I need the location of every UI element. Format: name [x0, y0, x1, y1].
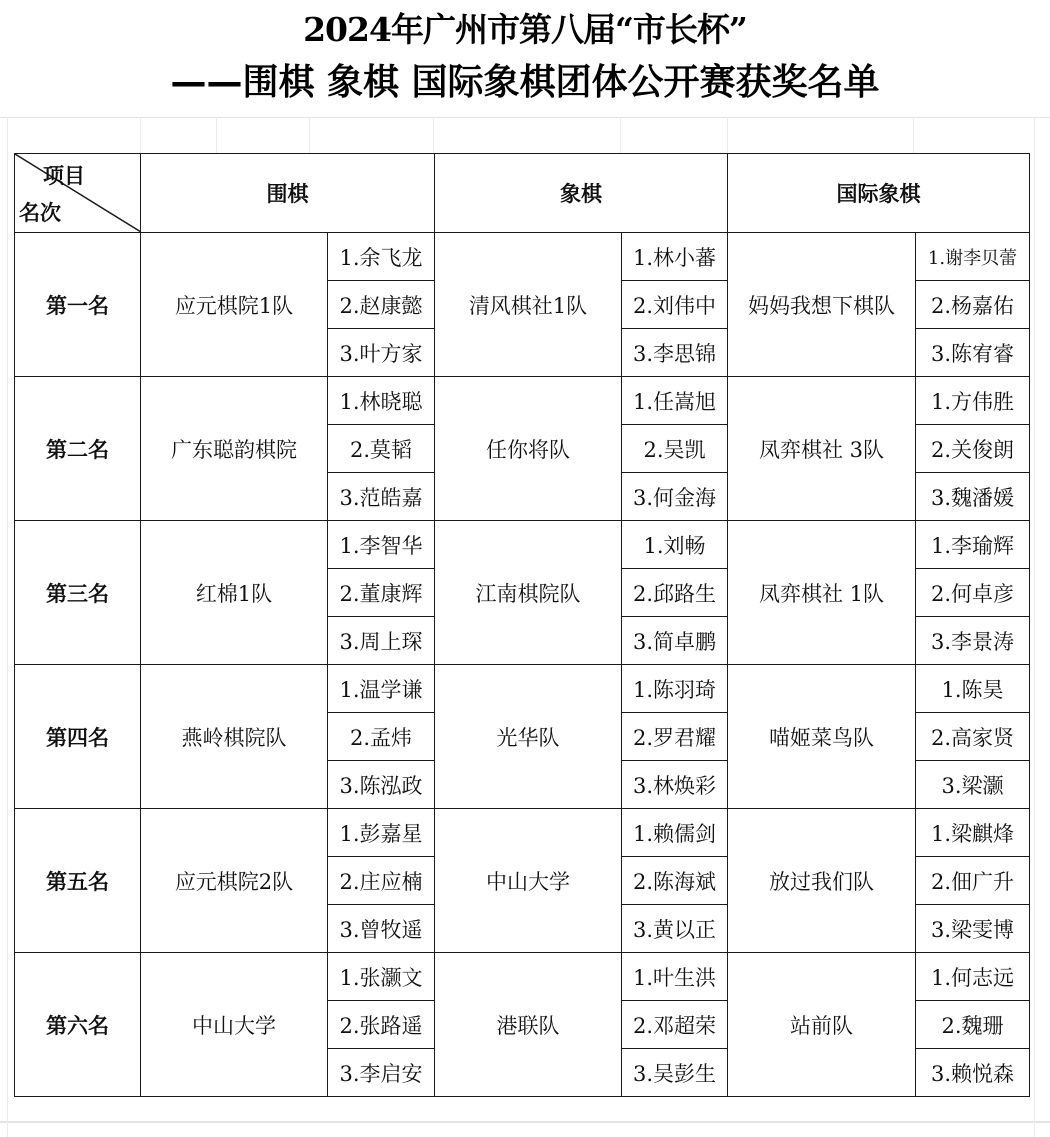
rank-cell: 第一名 — [15, 233, 141, 377]
chess-member-cell: 1.陈昊 — [916, 665, 1030, 713]
table-row — [15, 521, 1030, 569]
chess-member-cell: 1.李瑜辉 — [916, 521, 1030, 569]
sheet-gridline — [140, 117, 141, 153]
xiangqi-member-cell: 2.邱路生 — [622, 569, 728, 617]
sheet-gridline — [433, 117, 434, 153]
weiqi-team-cell: 红棉1队 — [141, 521, 328, 665]
weiqi-member-cell: 1.李智华 — [328, 521, 435, 569]
chess-member-cell: 3.梁雯博 — [916, 905, 1030, 953]
weiqi-team-cell: 广东聪韵棋院 — [141, 377, 328, 521]
chess-team-cell: 凤弈棋社 3队 — [728, 377, 916, 521]
xiangqi-member-cell: 2.刘伟中 — [622, 281, 728, 329]
sheet-gridline — [620, 117, 621, 153]
chess-member-cell: 3.梁灏 — [916, 761, 1030, 809]
weiqi-member-cell: 1.温学谦 — [328, 665, 435, 713]
awards-table — [14, 153, 1030, 1097]
rank-cell: 第二名 — [15, 377, 141, 521]
xiangqi-team-cell: 港联队 — [435, 953, 622, 1097]
chess-member-cell: 1.梁麒烽 — [916, 809, 1030, 857]
weiqi-member-cell: 2.孟炜 — [328, 713, 435, 761]
table-row — [15, 809, 1030, 857]
table-row — [15, 233, 1030, 281]
weiqi-member-cell: 1.彭嘉星 — [328, 809, 435, 857]
xiangqi-member-cell: 2.邓超荣 — [622, 1001, 728, 1049]
corner-header-cell — [15, 154, 141, 233]
chess-member-cell: 1.方伟胜 — [916, 377, 1030, 425]
header-xiangqi: 象棋 — [435, 154, 728, 233]
weiqi-member-cell: 3.陈泓政 — [328, 761, 435, 809]
xiangqi-member-cell: 3.何金海 — [622, 473, 728, 521]
header-row — [15, 154, 1030, 233]
weiqi-member-cell: 2.莫韬 — [328, 425, 435, 473]
rank-cell: 第四名 — [15, 665, 141, 809]
rank-cell: 第五名 — [15, 809, 141, 953]
chess-member-cell: 1.谢李贝蕾 — [916, 233, 1030, 281]
rank-cell: 第三名 — [15, 521, 141, 665]
rank-cell: 第六名 — [15, 953, 141, 1097]
weiqi-team-cell: 中山大学 — [141, 953, 328, 1097]
xiangqi-team-cell: 任你将队 — [435, 377, 622, 521]
table-row — [15, 953, 1030, 1001]
chess-member-cell: 2.高家贤 — [916, 713, 1030, 761]
sheet-gridline — [1034, 0, 1035, 1137]
table-row — [15, 665, 1030, 713]
weiqi-team-cell: 应元棋院2队 — [141, 809, 328, 953]
xiangqi-team-cell: 中山大学 — [435, 809, 622, 953]
xiangqi-team-cell: 清风棋社1队 — [435, 233, 622, 377]
xiangqi-member-cell: 1.刘畅 — [622, 521, 728, 569]
sheet-gridline — [913, 117, 914, 153]
weiqi-member-cell: 2.张路遥 — [328, 1001, 435, 1049]
chess-member-cell: 2.关俊朗 — [916, 425, 1030, 473]
xiangqi-member-cell: 3.李思锦 — [622, 329, 728, 377]
header-chess: 国际象棋 — [728, 154, 1030, 233]
xiangqi-member-cell: 3.简卓鹏 — [622, 617, 728, 665]
chess-member-cell: 3.李景涛 — [916, 617, 1030, 665]
chess-member-cell: 3.魏潘媛 — [916, 473, 1030, 521]
chess-member-cell: 2.魏珊 — [916, 1001, 1030, 1049]
weiqi-member-cell: 1.林晓聪 — [328, 377, 435, 425]
weiqi-member-cell: 2.赵康懿 — [328, 281, 435, 329]
weiqi-member-cell: 1.余飞龙 — [328, 233, 435, 281]
xiangqi-member-cell: 1.陈羽琦 — [622, 665, 728, 713]
sheet-gridline — [0, 1121, 1050, 1123]
title-block — [0, 0, 1050, 117]
weiqi-member-cell: 3.范皓嘉 — [328, 473, 435, 521]
sheet-gridline — [216, 117, 217, 153]
sheet-gridline — [727, 117, 728, 153]
xiangqi-member-cell: 3.吴彭生 — [622, 1049, 728, 1097]
chess-team-cell: 站前队 — [728, 953, 916, 1097]
chess-team-cell: 凤弈棋社 1队 — [728, 521, 916, 665]
xiangqi-member-cell: 1.林小蕃 — [622, 233, 728, 281]
sheet-gridline — [309, 117, 310, 153]
chess-team-cell: 放过我们队 — [728, 809, 916, 953]
document-subtitle: ——围棋 象棋 国际象棋团体公开赛获奖名单 — [170, 62, 880, 103]
weiqi-member-cell: 3.周上琛 — [328, 617, 435, 665]
table-row — [15, 377, 1030, 425]
chess-member-cell: 2.佃广升 — [916, 857, 1030, 905]
chess-member-cell: 1.何志远 — [916, 953, 1030, 1001]
header-weiqi: 围棋 — [141, 154, 435, 233]
chess-member-cell: 2.何卓彦 — [916, 569, 1030, 617]
weiqi-team-cell: 燕岭棋院队 — [141, 665, 328, 809]
xiangqi-member-cell: 3.黄以正 — [622, 905, 728, 953]
xiangqi-team-cell: 光华队 — [435, 665, 622, 809]
xiangqi-member-cell: 2.罗君耀 — [622, 713, 728, 761]
xiangqi-member-cell: 3.林焕彩 — [622, 761, 728, 809]
chess-member-cell: 3.赖悦森 — [916, 1049, 1030, 1097]
weiqi-member-cell: 3.曾牧遥 — [328, 905, 435, 953]
weiqi-team-cell: 应元棋院1队 — [141, 233, 328, 377]
xiangqi-member-cell: 1.叶生洪 — [622, 953, 728, 1001]
item-column-label: 项目 — [43, 164, 85, 188]
chess-team-cell: 妈妈我想下棋队 — [728, 233, 916, 377]
weiqi-member-cell: 2.董康辉 — [328, 569, 435, 617]
sheet-gridline — [7, 0, 8, 1137]
xiangqi-member-cell: 1.任嵩旭 — [622, 377, 728, 425]
xiangqi-member-cell: 2.陈海斌 — [622, 857, 728, 905]
document-title: 2024年广州市第八届“市长杯” — [303, 10, 747, 49]
chess-team-cell: 喵姬菜鸟队 — [728, 665, 916, 809]
weiqi-member-cell: 3.李启安 — [328, 1049, 435, 1097]
weiqi-member-cell: 1.张灏文 — [328, 953, 435, 1001]
chess-member-cell: 3.陈宥睿 — [916, 329, 1030, 377]
chess-member-cell: 2.杨嘉佑 — [916, 281, 1030, 329]
weiqi-member-cell: 3.叶方家 — [328, 329, 435, 377]
rank-row-label: 名次 — [19, 201, 61, 225]
weiqi-member-cell: 2.庄应楠 — [328, 857, 435, 905]
xiangqi-team-cell: 江南棋院队 — [435, 521, 622, 665]
xiangqi-member-cell: 1.赖儒剑 — [622, 809, 728, 857]
xiangqi-member-cell: 2.吴凯 — [622, 425, 728, 473]
